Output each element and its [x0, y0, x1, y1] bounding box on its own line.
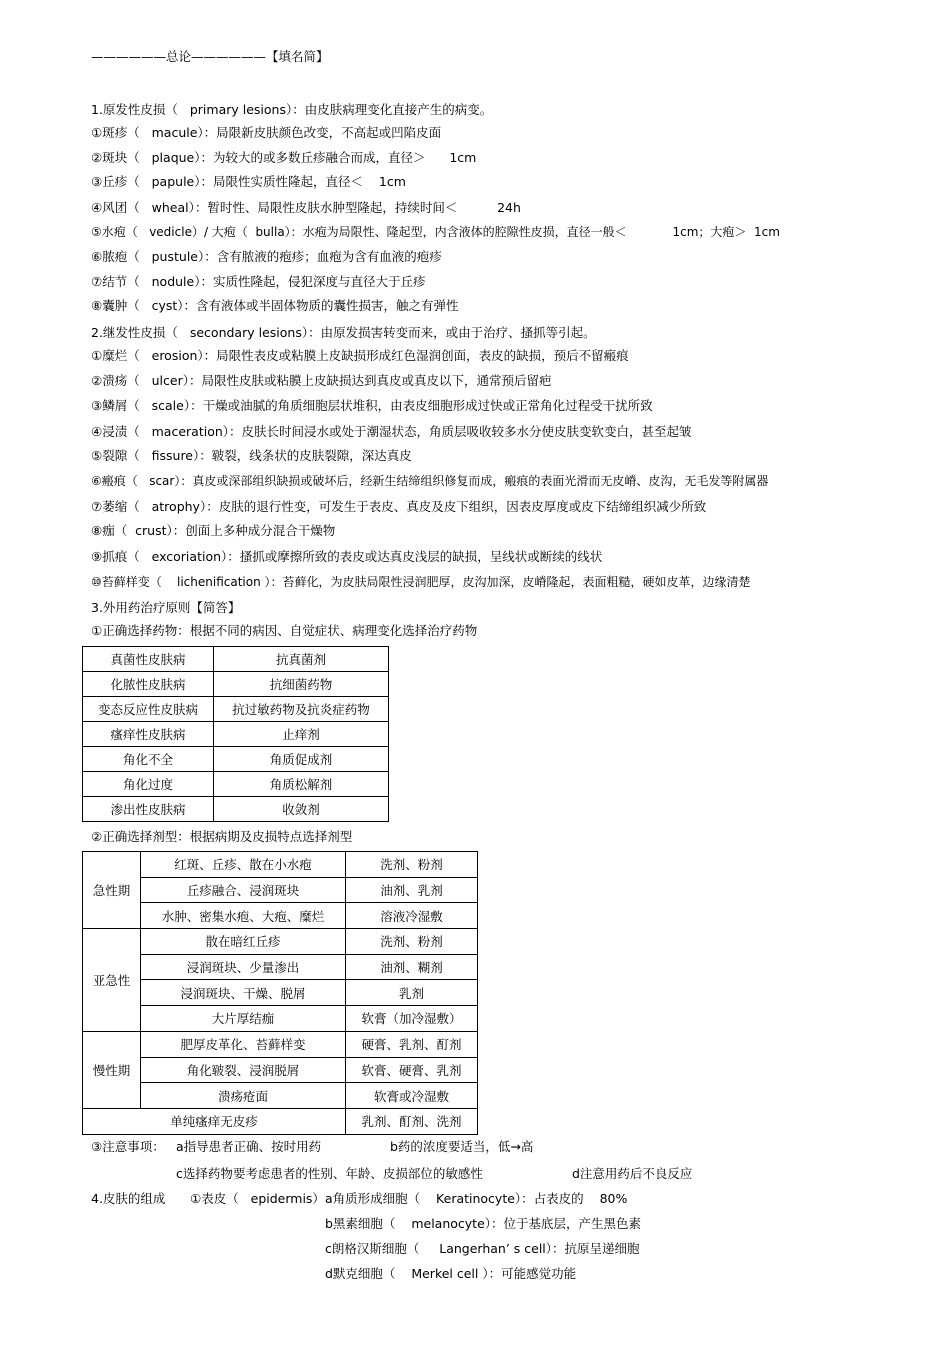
sec1-title: 1.原发性皮损（ primary lesions）：由皮肤病理变化直接产生的病变。	[91, 102, 493, 117]
sec3-point-2: ②正确选择剂型：根据病期及皮损特点选择剂型	[91, 829, 353, 844]
sec1-item: ②斑块（ plaque）：为较大的或多数丘疹融合而成，直径＞ 1cm	[91, 150, 477, 165]
sec4-cell-item: c朗格汉斯细胞（ Langerhan’ s cell）：抗原呈递细胞	[325, 1241, 640, 1256]
sec2-title: 2.继发性皮损（ secondary lesions）：由原发损害转变而来，或由于治疗、搔抓等引起。	[91, 325, 596, 340]
table-cell: 软膏（加冷湿敷）	[346, 1006, 478, 1032]
sec2-item: ③鳞屑（ scale）：干燥或油腻的角质细胞层状堆积，由表皮细胞形成过快或正常角化过程受干扰所致	[91, 398, 653, 413]
table-row	[83, 747, 389, 772]
sec1-item: ⑦结节（ nodule）：实质性隆起，侵犯深度与直径大于丘疹	[91, 274, 426, 289]
table-cell: 抗真菌剂	[214, 647, 389, 672]
table-cell: 抗细菌药物	[214, 672, 389, 697]
dosage-form-table	[82, 851, 478, 1135]
sec2-item: ①糜烂（ erosion）：局限性表皮或粘膜上皮缺损形成红色湿润创面，表皮的缺损，预后不留瘢痕	[91, 348, 629, 363]
sec1-item: ⑥脓疱（ pustule）：含有脓液的疱疹；血疱为含有血液的疱疹	[91, 249, 442, 264]
sec3-point-3-a: a指导患者正确、按时用药	[176, 1139, 322, 1154]
table-cell: 软膏、硬膏、乳剂	[346, 1057, 478, 1083]
sec1-item: ⑧囊肿（ cyst）：含有液体或半固体物质的囊性损害，触之有弹性	[91, 298, 459, 313]
sec1-item: ⑤水疱（ vedicle）/ 大疱（ bulla）：水疱为局限性、隆起型，内含液体的腔隙性皮损，直径一般＜ 1cm；大疱＞ 1cm	[91, 225, 780, 239]
table-cell: 角化皲裂、浸润脱屑	[141, 1057, 346, 1083]
table-cell: 角化过度	[83, 772, 214, 797]
table-cell: 角质促成剂	[214, 747, 389, 772]
stage-cell: 亚急性	[83, 929, 141, 1032]
table-cell: 水肿、密集水疱、大疱、糜烂	[141, 903, 346, 929]
sec2-item: ⑧痂（ crust）：创面上多种成分混合干燥物	[91, 523, 336, 538]
sec4-cell-item: d默克细胞（ Merkel cell ）：可能感觉功能	[325, 1266, 577, 1281]
sec4-epidermis: ①表皮（ epidermis）	[190, 1191, 325, 1206]
table-cell: 乳剂、酊剂、洗剂	[346, 1108, 478, 1134]
table-cell: 油剂、乳剂	[346, 877, 478, 903]
table-row	[83, 980, 478, 1006]
sec1-item: ④风团（ wheal）：暂时性、局限性皮肤水肿型隆起，持续时间＜ 24h	[91, 200, 521, 215]
stage-cell: 急性期	[83, 852, 141, 929]
table-cell: 洗剂、粉剂	[346, 852, 478, 878]
sec3-point-3-d: d注意用药后不良反应	[572, 1166, 693, 1181]
table-cell: 抗过敏药物及抗炎症药物	[214, 697, 389, 722]
table-cell: 溶液冷湿敷	[346, 903, 478, 929]
sec4-cell-item: a角质形成细胞（ Keratinocyte）：占表皮的 80%	[325, 1191, 628, 1206]
table-cell: 散在暗红丘疹	[141, 929, 346, 955]
table-cell: 变态反应性皮肤病	[83, 697, 214, 722]
table-row	[83, 1057, 478, 1083]
stage-cell: 慢性期	[83, 1031, 141, 1108]
table-cell: 渗出性皮肤病	[83, 797, 214, 822]
table-cell: 大片厚结痂	[141, 1006, 346, 1032]
sec2-item: ②溃疡（ ulcer）：局限性皮肤或粘膜上皮缺损达到真皮或真皮以下，通常预后留疤	[91, 373, 552, 388]
table-row	[83, 954, 478, 980]
sec3-title: 3.外用药治疗原则【简答】	[91, 600, 241, 615]
sec2-item: ④浸渍（ maceration）：皮肤长时间浸水或处于潮湿状态，角质层吸收较多水分使皮肤变软变白，甚至起皱	[91, 424, 692, 439]
table-row	[83, 1083, 478, 1109]
table-cell: 溃疡疮面	[141, 1083, 346, 1109]
table-row	[83, 1006, 478, 1032]
table-cell: 角质松解剂	[214, 772, 389, 797]
sec3-point-3-c: c选择药物要考虑患者的性别、年龄、皮损部位的敏感性	[176, 1166, 483, 1181]
table-cell: 硬膏、乳剂、酊剂	[346, 1031, 478, 1057]
table-row	[83, 1108, 478, 1134]
table-cell: 软膏或冷湿敷	[346, 1083, 478, 1109]
table-row	[83, 697, 389, 722]
sec2-item: ⑤裂隙（ fissure）：皲裂，线条状的皮肤裂隙，深达真皮	[91, 448, 412, 463]
sec4-cell-item: b黑素细胞（ melanocyte）：位于基底层，产生黑色素	[325, 1216, 642, 1231]
table-row	[83, 647, 389, 672]
table-cell: 油剂、糊剂	[346, 954, 478, 980]
table-cell: 化脓性皮肤病	[83, 672, 214, 697]
sec2-item: ⑨抓痕（ excoriation）：搔抓或摩擦所致的表皮或达真皮浅层的缺损，呈线状或断续的线状	[91, 549, 603, 564]
table-cell: 止痒剂	[214, 722, 389, 747]
table-row	[83, 1031, 478, 1057]
sec4-title: 4.皮肤的组成	[91, 1191, 166, 1206]
sec2-item: ⑥瘢痕（ scar）：真皮或深部组织缺损或破坏后，经新生结缔组织修复而成，瘢痕的表面光滑而无皮嵴、皮沟，无毛发等附属器	[91, 474, 769, 488]
table-row	[83, 672, 389, 697]
sec1-item: ①斑疹（ macule）：局限新皮肤颜色改变，不高起或凹陷皮面	[91, 125, 442, 140]
drug-selection-table	[82, 646, 389, 822]
table-cell: 丘疹融合、浸润斑块	[141, 877, 346, 903]
table-row	[83, 852, 478, 878]
table-cell: 角化不全	[83, 747, 214, 772]
table-cell: 真菌性皮肤病	[83, 647, 214, 672]
table-cell: 浸润斑块、干燥、脱屑	[141, 980, 346, 1006]
sec1-item: ③丘疹（ papule）：局限性实质性隆起，直径＜ 1cm	[91, 174, 406, 189]
table-cell: 浸润斑块、少量渗出	[141, 954, 346, 980]
table-cell: 乳剂	[346, 980, 478, 1006]
table-row	[83, 903, 478, 929]
table-row	[83, 772, 389, 797]
sec3-point-3-b: b药的浓度要适当，低→高	[390, 1139, 534, 1154]
sec2-item: ⑩苔藓样变（ lichenification ）：苔藓化，为皮肤局限性浸润肥厚，皮沟加深，皮嵴隆起，表面粗糙，硬如皮革，边缘清楚	[91, 575, 751, 589]
table-row	[83, 797, 389, 822]
sec3-point-1: ①正确选择药物：根据不同的病因、自觉症状、病理变化选择治疗药物	[91, 623, 478, 638]
table-cell: 肥厚皮革化、苔藓样变	[141, 1031, 346, 1057]
sec3-point-3-label: ③注意事项：	[91, 1139, 165, 1154]
sec2-item: ⑦萎缩（ atrophy）：皮肤的退行性变，可发生于表皮、真皮及皮下组织，因表皮厚度或皮下结缔组织减少所致	[91, 499, 707, 514]
table-row	[83, 929, 478, 955]
table-cell: 瘙痒性皮肤病	[83, 722, 214, 747]
page-header: ——————总论——————【填名简】	[91, 49, 329, 64]
table-cell: 单纯瘙痒无皮疹	[83, 1108, 346, 1134]
table-cell: 红斑、丘疹、散在小水疱	[141, 852, 346, 878]
table-row	[83, 722, 389, 747]
table-row	[83, 877, 478, 903]
table-cell: 收敛剂	[214, 797, 389, 822]
table-cell: 洗剂、粉剂	[346, 929, 478, 955]
